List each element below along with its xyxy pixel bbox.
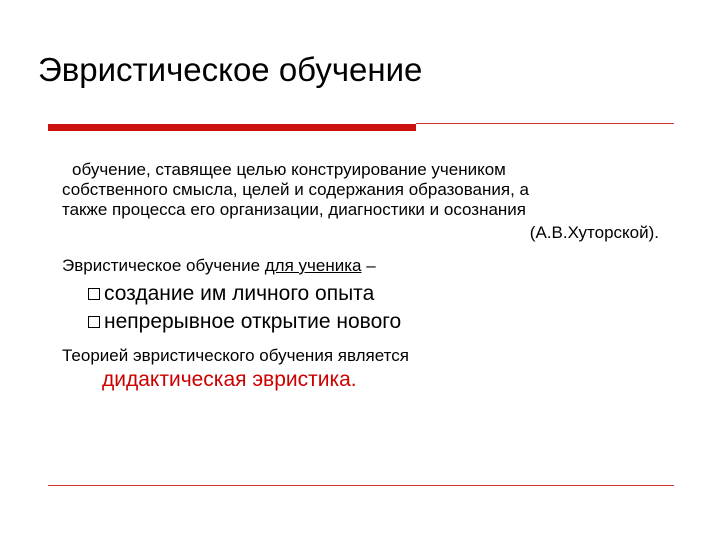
bullet-item xyxy=(88,308,401,336)
bullet-text: непрерывное открытие нового xyxy=(104,310,402,333)
definition-paragraph xyxy=(62,160,662,220)
student-heading-prefix: Эвристическое обучение xyxy=(62,256,265,275)
bullet-list xyxy=(88,280,401,336)
footer-rule xyxy=(48,485,674,486)
hollow-square-bullet-icon xyxy=(88,288,100,300)
theory-term: дидактическая эвристика. xyxy=(102,368,357,391)
title-underline-thick xyxy=(48,124,416,131)
slide-title: Эвристическое обучение xyxy=(38,51,423,88)
student-heading-suffix: – xyxy=(361,256,376,275)
bullet-text: создание им личного опыта xyxy=(104,282,375,305)
hollow-square-bullet-icon xyxy=(88,316,100,328)
author-attribution: (А.В.Хуторской). xyxy=(529,223,659,242)
definition-line: собственного смысла, целей и содержания образования, а xyxy=(62,180,529,199)
definition-line: обучение, ставящее целью конструирование учеником xyxy=(72,160,506,179)
student-heading xyxy=(62,256,376,276)
theory-statement: Теорией эвристического обучения является xyxy=(62,346,409,365)
student-heading-underlined: для ученика xyxy=(264,256,362,275)
bullet-item xyxy=(88,280,401,308)
title-underline-thin xyxy=(416,123,674,124)
definition-line: также процесса его организации, диагностики и осознания xyxy=(62,200,526,219)
